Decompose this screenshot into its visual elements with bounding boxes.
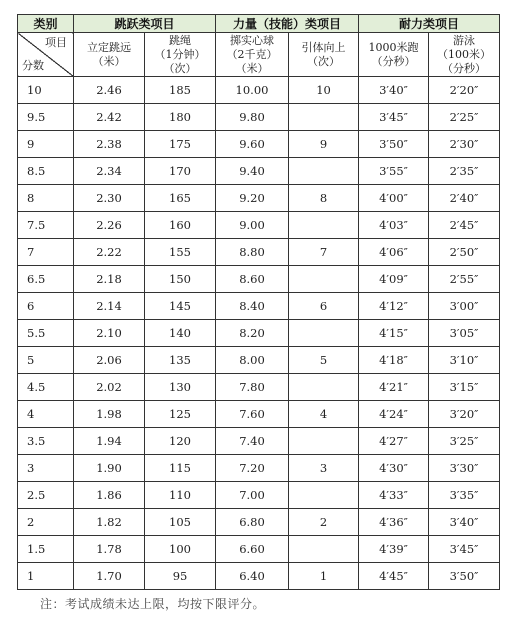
table-row [18,320,500,347]
table-cell: 7 [289,239,359,266]
table-cell: 4′27″ [359,428,429,455]
table-cell: 8 [289,185,359,212]
table-cell: 4′12″ [359,293,429,320]
table-cell: 2′30″ [429,131,500,158]
table-cell: 7.00 [216,482,289,509]
table-cell: 2′50″ [429,239,500,266]
table-cell: 3′40″ [359,77,429,104]
table-cell: 1.82 [74,509,145,536]
table-cell: 4′00″ [359,185,429,212]
table-cell [289,482,359,509]
table-row [18,185,500,212]
table-cell: 3′50″ [359,131,429,158]
table-cell: 4′03″ [359,212,429,239]
table-cell: 1.78 [74,536,145,563]
table-cell: 9.00 [216,212,289,239]
table-cell: 8.80 [216,239,289,266]
score-cell: 2.5 [18,482,74,509]
score-cell: 8 [18,185,74,212]
table-cell: 9.20 [216,185,289,212]
table-cell: 3′55″ [359,158,429,185]
table-cell: 2.34 [74,158,145,185]
group-header-strength: 力量（技能）类项目 [216,15,359,33]
table-cell: 4′24″ [359,401,429,428]
table-cell: 2 [289,509,359,536]
table-cell: 4′15″ [359,320,429,347]
table-cell: 130 [145,374,216,401]
table-cell: 8.60 [216,266,289,293]
table-cell: 3′10″ [429,347,500,374]
table-cell: 3′00″ [429,293,500,320]
subheader-standing-jump: 立定跳远 （米） [74,33,145,77]
table-cell: 2.18 [74,266,145,293]
table-row [18,428,500,455]
table-cell: 165 [145,185,216,212]
table-cell: 10 [289,77,359,104]
table-cell: 4′30″ [359,455,429,482]
table-cell: 4′06″ [359,239,429,266]
table-cell: 2′45″ [429,212,500,239]
table-cell: 145 [145,293,216,320]
table-cell: 1.90 [74,455,145,482]
table-cell: 1.98 [74,401,145,428]
table-cell: 7.40 [216,428,289,455]
table-cell: 120 [145,428,216,455]
table-cell: 185 [145,77,216,104]
score-cell: 6.5 [18,266,74,293]
table-cell [289,374,359,401]
table-cell: 2.42 [74,104,145,131]
table-cell: 4 [289,401,359,428]
table-cell: 3 [289,455,359,482]
group-header-jump: 跳跃类项目 [74,15,216,33]
score-cell: 8.5 [18,158,74,185]
score-cell: 2 [18,509,74,536]
table-cell: 10.00 [216,77,289,104]
table-cell: 2.46 [74,77,145,104]
table-cell: 6.40 [216,563,289,590]
table-cell: 2′55″ [429,266,500,293]
score-cell: 9 [18,131,74,158]
table-cell: 170 [145,158,216,185]
table-cell: 2.26 [74,212,145,239]
table-cell: 4′33″ [359,482,429,509]
table-cell: 2′40″ [429,185,500,212]
table-cell: 4′39″ [359,536,429,563]
table-cell: 2.10 [74,320,145,347]
score-cell: 5 [18,347,74,374]
table-cell [289,104,359,131]
table-cell [289,266,359,293]
table-cell: 3′25″ [429,428,500,455]
table-cell: 2.14 [74,293,145,320]
score-cell: 7.5 [18,212,74,239]
table-cell: 2.30 [74,185,145,212]
table-cell: 135 [145,347,216,374]
table-cell: 150 [145,266,216,293]
table-cell: 4′21″ [359,374,429,401]
table-cell: 160 [145,212,216,239]
table-cell: 1 [289,563,359,590]
table-cell: 4′18″ [359,347,429,374]
table-cell: 4′36″ [359,509,429,536]
score-cell: 3 [18,455,74,482]
table-cell: 3′45″ [429,536,500,563]
table-cell: 1.70 [74,563,145,590]
table-cell: 2.06 [74,347,145,374]
table-row [18,563,500,590]
score-cell: 1 [18,563,74,590]
subheader-rope-skip: 跳绳 （1分钟） （次） [145,33,216,77]
table-cell: 3′05″ [429,320,500,347]
table-row [18,455,500,482]
score-table [17,14,500,590]
table-cell: 3′20″ [429,401,500,428]
category-header: 类别 [18,15,74,33]
subheader-swimming: 游泳 （100米） （分秒） [429,33,500,77]
score-cell: 1.5 [18,536,74,563]
table-row [18,293,500,320]
score-cell: 9.5 [18,104,74,131]
table-cell [289,320,359,347]
score-cell: 4 [18,401,74,428]
table-cell [289,212,359,239]
table-cell: 110 [145,482,216,509]
table-cell: 3′35″ [429,482,500,509]
score-cell: 10 [18,77,74,104]
table-cell: 175 [145,131,216,158]
table-cell: 100 [145,536,216,563]
table-cell: 6 [289,293,359,320]
group-header-endurance: 耐力类项目 [359,15,500,33]
table-cell: 4′09″ [359,266,429,293]
table-row [18,374,500,401]
table-row [18,158,500,185]
table-row [18,131,500,158]
table-cell: 8.00 [216,347,289,374]
table-cell: 3′40″ [429,509,500,536]
table-cell: 2.38 [74,131,145,158]
subheader-medicine-ball: 掷实心球 （2千克） （米） [216,33,289,77]
table-cell: 9.80 [216,104,289,131]
table-cell: 180 [145,104,216,131]
table-cell: 3′15″ [429,374,500,401]
table-cell: 4′45″ [359,563,429,590]
subheader-pull-up: 引体向上 （次） [289,33,359,77]
score-cell: 7 [18,239,74,266]
table-cell: 5 [289,347,359,374]
header-row-items [18,33,500,77]
table-cell: 7.60 [216,401,289,428]
table-cell: 8.40 [216,293,289,320]
table-cell: 9.40 [216,158,289,185]
table-row [18,401,500,428]
table-cell: 3′45″ [359,104,429,131]
diag-label-score: 分数 [22,59,44,72]
score-cell: 5.5 [18,320,74,347]
table-cell: 115 [145,455,216,482]
table-cell [289,536,359,563]
table-row [18,536,500,563]
table-cell [289,158,359,185]
table-cell: 9.60 [216,131,289,158]
diag-label-item: 项目 [45,36,67,49]
table-cell: 3′30″ [429,455,500,482]
subheader-1000m-run: 1000米跑 （分秒） [359,33,429,77]
table-row [18,347,500,374]
header-row-groups [18,15,500,33]
table-cell: 2′25″ [429,104,500,131]
table-cell: 6.80 [216,509,289,536]
diagonal-header-cell [18,33,74,77]
table-cell: 3′50″ [429,563,500,590]
table-cell [289,428,359,455]
table-row [18,239,500,266]
table-row [18,77,500,104]
score-cell: 4.5 [18,374,74,401]
table-row [18,266,500,293]
table-cell: 2.02 [74,374,145,401]
table-cell: 2′20″ [429,77,500,104]
table-cell: 6.60 [216,536,289,563]
table-cell: 2.22 [74,239,145,266]
table-cell: 2′35″ [429,158,500,185]
score-cell: 3.5 [18,428,74,455]
table-cell: 95 [145,563,216,590]
table-row [18,212,500,239]
table-cell: 1.86 [74,482,145,509]
table-cell: 155 [145,239,216,266]
table-cell: 140 [145,320,216,347]
score-cell: 6 [18,293,74,320]
table-cell: 125 [145,401,216,428]
table-row [18,482,500,509]
table-cell: 1.94 [74,428,145,455]
table-row [18,104,500,131]
table-cell: 9 [289,131,359,158]
table-cell: 8.20 [216,320,289,347]
table-cell: 105 [145,509,216,536]
table-cell: 7.80 [216,374,289,401]
footnote: 注：考试成绩未达上限，均按下限评分。 [40,597,266,611]
table-row [18,509,500,536]
table-cell: 7.20 [216,455,289,482]
